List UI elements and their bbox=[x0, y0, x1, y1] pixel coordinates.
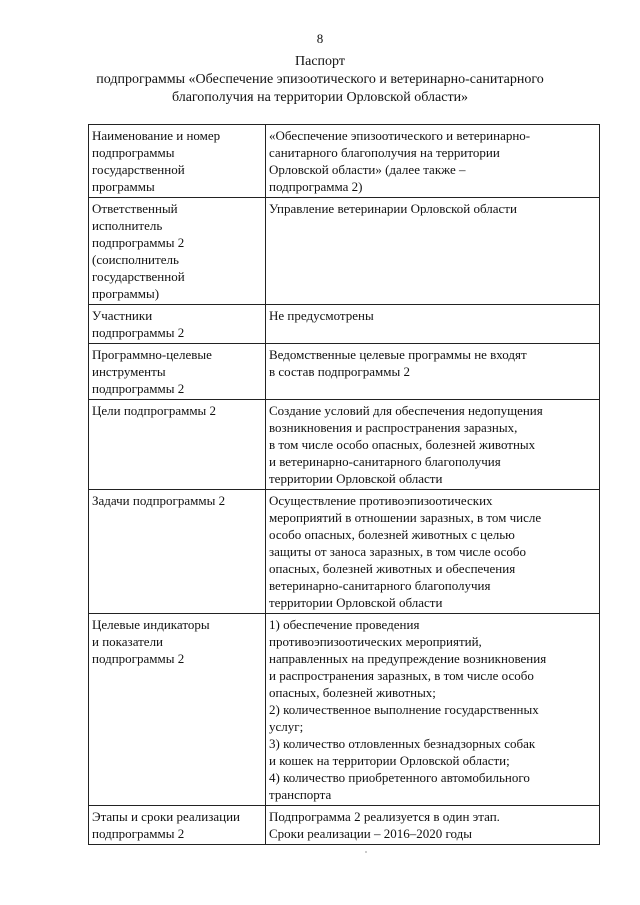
table-row bbox=[89, 614, 600, 806]
row-label-line: программы) bbox=[92, 286, 160, 301]
row-value-cell bbox=[266, 198, 600, 305]
row-value-line: 4) количество приобретенного автомобильного bbox=[269, 770, 530, 785]
row-label-cell bbox=[89, 806, 266, 845]
table-row bbox=[89, 125, 600, 198]
row-value-line: «Обеспечение эпизоотического и ветеринарно- bbox=[269, 128, 531, 143]
row-value-line: 2) количественное выполнение государственных bbox=[269, 702, 539, 717]
row-value-line: 3) количество отловленных безнадзорных собак bbox=[269, 736, 536, 751]
row-label-line: Участники bbox=[92, 308, 153, 323]
row-value-line: Подпрограмма 2 реализуется в один этап. bbox=[269, 809, 500, 824]
row-value-line: Сроки реализации – 2016–2020 годы bbox=[269, 826, 472, 841]
row-value-line: Не предусмотрены bbox=[269, 308, 374, 323]
row-label-cell bbox=[89, 400, 266, 490]
row-value-line: Осуществление противоэпизоотических bbox=[269, 493, 493, 508]
row-label-line: Ответственный bbox=[92, 201, 178, 216]
row-value-cell bbox=[266, 490, 600, 614]
row-label-line: подпрограммы 2 bbox=[92, 381, 185, 396]
row-value-line: 1) обеспечение проведения bbox=[269, 617, 420, 632]
row-value-cell bbox=[266, 344, 600, 400]
title-heading: Паспорт bbox=[295, 54, 345, 69]
table-row bbox=[89, 344, 600, 400]
row-value-line: услуг; bbox=[269, 719, 304, 734]
row-value-line: и ветеринарно-санитарного благополучия bbox=[269, 454, 501, 469]
row-value-line: ветеринарно-санитарного благополучия bbox=[269, 578, 491, 593]
row-label-line: подпрограммы 2 bbox=[92, 826, 185, 841]
row-label-line: подпрограммы bbox=[92, 145, 175, 160]
table-row bbox=[89, 305, 600, 344]
row-value-line: в том числе особо опасных, болезней животных bbox=[269, 437, 536, 452]
table-row bbox=[89, 198, 600, 305]
row-label-line: (соисполнитель bbox=[92, 252, 179, 267]
row-label-line: подпрограммы 2 bbox=[92, 325, 185, 340]
row-value-line: Создание условий для обеспечения недопущения bbox=[269, 403, 543, 418]
passport-table-body bbox=[89, 125, 600, 845]
table-row bbox=[89, 806, 600, 845]
row-value-cell bbox=[266, 125, 600, 198]
row-value-line: Орловской области» (далее также – bbox=[269, 162, 466, 177]
row-value-line: Управление ветеринарии Орловской области bbox=[269, 201, 517, 216]
row-label-cell bbox=[89, 305, 266, 344]
row-label-cell bbox=[89, 614, 266, 806]
document-title bbox=[40, 53, 600, 107]
row-label-line: государственной bbox=[92, 162, 185, 177]
row-label-line: Этапы и сроки реализации bbox=[92, 809, 240, 824]
row-value-line: противоэпизоотических мероприятий, bbox=[269, 634, 482, 649]
passport-table bbox=[88, 124, 600, 845]
table-row bbox=[89, 490, 600, 614]
row-value-line: мероприятий в отношении заразных, в том числе bbox=[269, 510, 542, 525]
row-label-line: Наименование и номер bbox=[92, 128, 221, 143]
row-value-cell bbox=[266, 305, 600, 344]
row-value-line: направленных на предупреждение возникновения bbox=[269, 651, 547, 666]
row-label-line: Программно-целевые bbox=[92, 347, 212, 362]
row-label-line: Целевые индикаторы bbox=[92, 617, 210, 632]
row-label-line: исполнитель bbox=[92, 218, 163, 233]
title-line: благополучия на территории Орловской области» bbox=[171, 90, 469, 105]
row-value-line: и распространения заразных, в том числе особо bbox=[269, 668, 534, 683]
row-label-line: подпрограммы 2 bbox=[92, 651, 185, 666]
row-value-line: особо опасных, болезней животных с целью bbox=[269, 527, 515, 542]
row-label-line: и показатели bbox=[92, 634, 164, 649]
row-label-line: государственной bbox=[92, 269, 185, 284]
row-label-cell bbox=[89, 490, 266, 614]
row-value-line: санитарного благополучия на территории bbox=[269, 145, 500, 160]
row-label-cell bbox=[89, 125, 266, 198]
title-line: подпрограммы «Обеспечение эпизоотического и ветеринарно-санитарного bbox=[96, 72, 544, 87]
page-number: 8 bbox=[316, 31, 324, 46]
row-label-line: Задачи подпрограммы 2 bbox=[92, 493, 226, 508]
row-value-line: опасных, болезней животных; bbox=[269, 685, 436, 700]
row-label-line: программы bbox=[92, 179, 155, 194]
row-label-cell bbox=[89, 344, 266, 400]
row-value-cell bbox=[266, 400, 600, 490]
row-value-line: опасных, болезней животных и обеспечения bbox=[269, 561, 516, 576]
row-label-line: подпрограммы 2 bbox=[92, 235, 185, 250]
row-value-line: территории Орловской области bbox=[269, 595, 443, 610]
row-label-line: Цели подпрограммы 2 bbox=[92, 403, 217, 418]
row-value-line: территории Орловской области bbox=[269, 471, 443, 486]
row-value-line: в состав подпрограммы 2 bbox=[269, 364, 410, 379]
row-value-cell bbox=[266, 614, 600, 806]
table-row bbox=[89, 400, 600, 490]
row-label-cell bbox=[89, 198, 266, 305]
row-value-line: и кошек на территории Орловской области; bbox=[269, 753, 510, 768]
row-label-line: инструменты bbox=[92, 364, 166, 379]
scan-speck bbox=[365, 851, 367, 853]
row-value-cell bbox=[266, 806, 600, 845]
row-value-line: возникновения и распространения заразных, bbox=[269, 420, 518, 435]
row-value-line: Ведомственные целевые программы не входят bbox=[269, 347, 527, 362]
row-value-line: транспорта bbox=[269, 787, 332, 802]
row-value-line: защиты от заноса заразных, в том числе особо bbox=[269, 544, 527, 559]
row-value-line: подпрограмма 2) bbox=[269, 179, 363, 194]
